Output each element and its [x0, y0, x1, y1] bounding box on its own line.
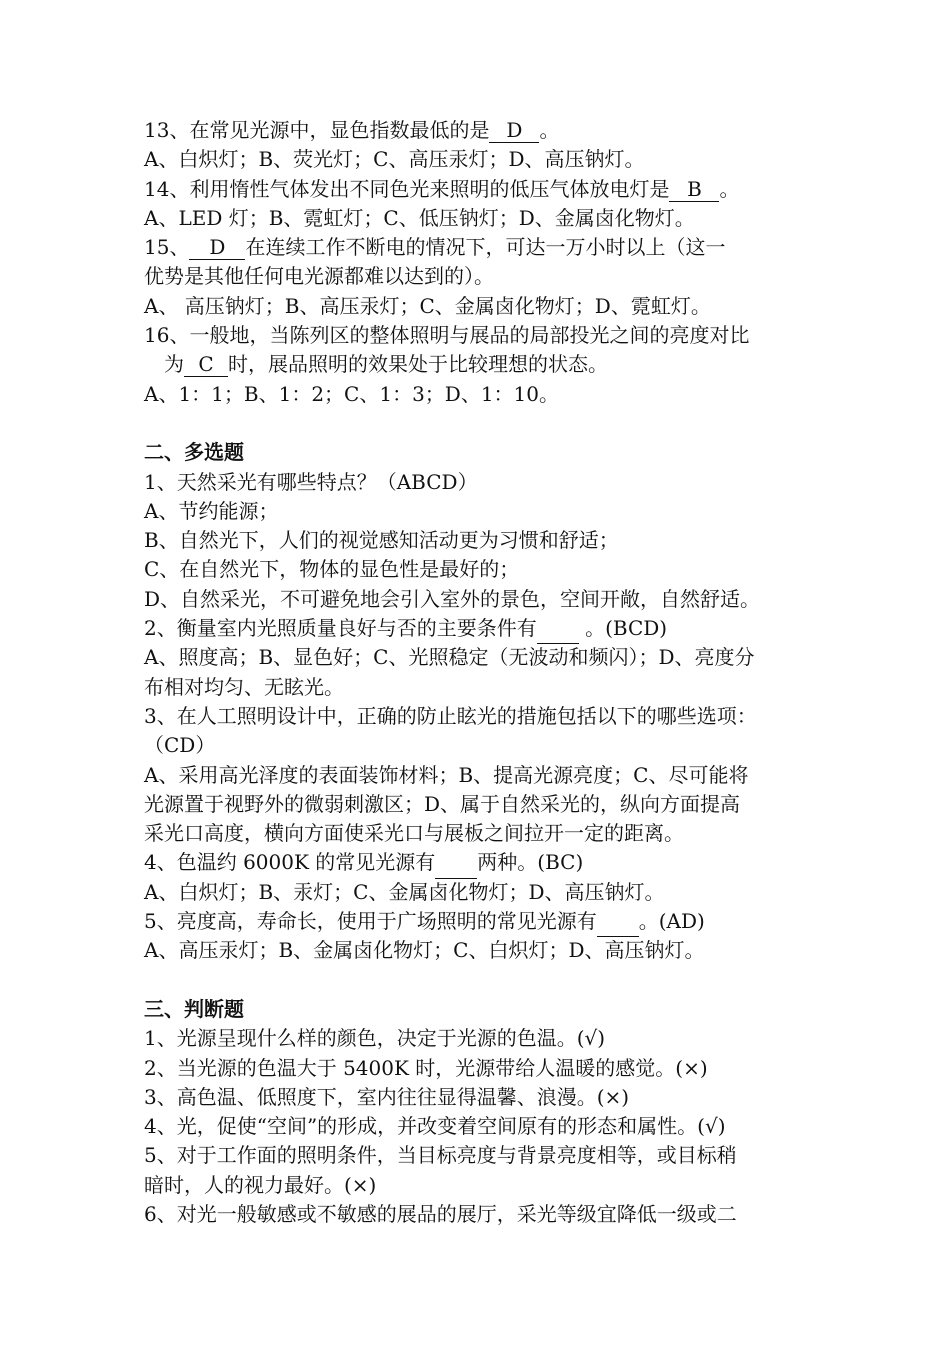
tf-question-6: 6、对光一般敏感或不敏感的展品的展厅，采光等级宜降低一级或二: [144, 1201, 737, 1226]
tf-question-3: 3、高色温、低照度下，室内往往显得温馨、浪漫。(×): [144, 1084, 630, 1109]
mc-q3-answer: （CD）: [144, 733, 216, 758]
answer-blank: [435, 848, 477, 878]
question-16-options: A、1：1；B、1：2；C、1：3；D、1：10。: [144, 381, 559, 406]
answer-blank: D: [189, 235, 245, 260]
answer-blank: D: [489, 118, 539, 143]
mc-question-1: 1、天然采光有哪些特点？（ABCD）: [144, 469, 478, 494]
answer-blank: B: [669, 177, 719, 202]
answer-blank: [597, 907, 639, 937]
mc-q1-option-a: A、节约能源；: [144, 498, 279, 523]
question-13-options: A、白炽灯；B、荧光灯；C、高压汞灯；D、高压钠灯。: [144, 147, 645, 172]
tf-question-5: 5、对于工作面的照明条件，当目标亮度与背景亮度相等，或目标稍: [144, 1143, 737, 1168]
mc-q4-options: A、白炽灯；B、汞灯；C、金属卤化物灯；D、高压钠灯。: [144, 879, 665, 904]
mc-question-4: 4、色温约 6000K 的常见光源有 两种。(BC): [144, 848, 824, 877]
question-16: 16、一般地，当陈列区的整体照明与展品的局部投光之间的亮度对比: [144, 323, 750, 348]
question-15-cont: 优势是其他任何电光源都难以达到的）。: [144, 264, 494, 289]
answer-blank: [537, 614, 579, 644]
spacer: [144, 409, 824, 438]
mc-question-3: 3、在人工照明设计中，正确的防止眩光的措施包括以下的哪些选项：: [144, 703, 757, 728]
mc-q3-options-2: 光源置于视野外的微弱刺激区；D、属于自然采光的，纵向方面提高: [144, 791, 741, 816]
mc-question-2: 2、衡量室内光照质量良好与否的主要条件有 。(BCD): [144, 614, 824, 643]
question-13: 13、在常见光源中，显色指数最低的是 D 。: [144, 118, 560, 142]
question-14: 14、利用惰性气体发出不同色光来照明的低压气体放电灯是 B 。: [144, 176, 740, 201]
mc-q3-options-3: 采光口高度，横向方面使采光口与展板之间拉开一定的距离。: [144, 821, 684, 846]
question-15: 15、 D 在连续工作不断电的情况下，可达一万小时以上（这一: [144, 235, 726, 260]
question-16-cont: 为 C 时，展品照明的效果处于比较理想的状态。: [164, 352, 608, 377]
tf-question-2: 2、当光源的色温大于 5400K 时，光源带给人温暖的感觉。(×): [144, 1055, 708, 1080]
tf-question-1: 1、光源呈现什么样的颜色，决定于光源的色温。(√): [144, 1026, 606, 1051]
mc-q1-option-b: B、自然光下，人们的视觉感知活动更为习惯和舒适；: [144, 528, 619, 553]
mc-q2-options-2: 布相对均匀、无眩光。: [144, 674, 344, 699]
section-heading-true-false: 三、判断题: [144, 996, 244, 1021]
spacer: [144, 966, 824, 995]
mc-q2-options-1: A、照度高；B、显色好；C、光照稳定（无波动和频闪）；D、亮度分: [144, 645, 755, 670]
section-heading-multi: 二、多选题: [144, 440, 244, 465]
tf-question-4: 4、光，促使“空间”的形成，并改变着空间原有的形态和属性。(√): [144, 1114, 726, 1139]
mc-q5-options: A、高压汞灯；B、金属卤化物灯；C、白炽灯；D、高压钠灯。: [144, 938, 705, 963]
question-14-options: A、LED 灯；B、霓虹灯；C、低压钠灯；D、金属卤化物灯。: [144, 205, 695, 230]
tf-question-5-cont: 暗时，人的视力最好。(×): [144, 1172, 377, 1197]
mc-q1-option-c: C、在自然光下，物体的显色性是最好的；: [144, 557, 520, 582]
mc-question-5: 5、亮度高，寿命长，使用于广场照明的常见光源有 。(AD): [144, 907, 824, 936]
document-body: [144, 116, 824, 1229]
answer-blank: C: [184, 352, 228, 377]
question-15-options: A、 高压钠灯；B、高压汞灯；C、金属卤化物灯；D、霓虹灯。: [144, 293, 711, 318]
mc-q1-option-d: D、自然采光，不可避免地会引入室外的景色，空间开敞，自然舒适。: [144, 586, 761, 611]
mc-q3-options-1: A、采用高光泽度的表面装饰材料；B、提高光源亮度；C、尽可能将: [144, 762, 749, 787]
